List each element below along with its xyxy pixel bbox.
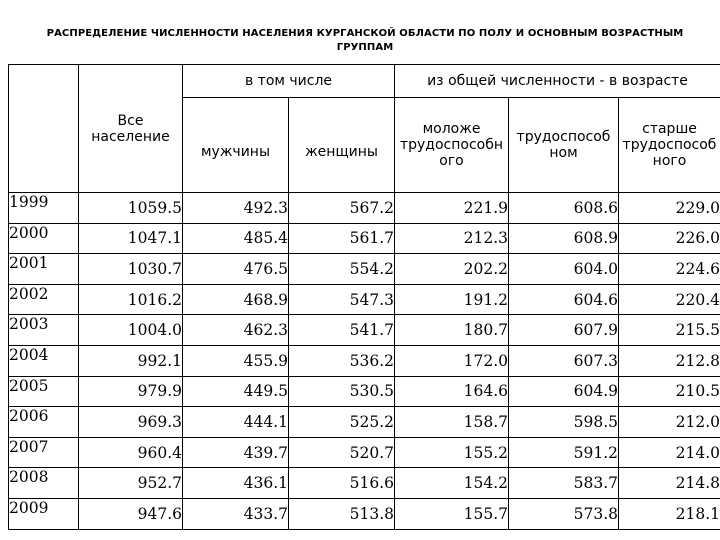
header-old: старше трудоспособ ного	[619, 98, 720, 193]
working-cell: 604.0	[509, 254, 619, 285]
female-cell: 513.8	[289, 498, 395, 529]
working-cell: 598.5	[509, 407, 619, 438]
male-cell: 462.3	[183, 315, 289, 346]
male-cell: 468.9	[183, 284, 289, 315]
document-title: РАСПРЕДЕЛЕНИЕ ЧИСЛЕННОСТИ НАСЕЛЕНИЯ КУРГАНСКОЙ ОБЛАСТИ ПО ПОЛУ И ОСНОВНЫМ ВОЗРАСТНЫМ ГРУППАМ	[46, 28, 684, 53]
female-cell: 530.5	[289, 376, 395, 407]
table-row	[9, 498, 720, 529]
female-cell: 567.2	[289, 193, 395, 224]
header-working: трудоспособ ном	[509, 98, 619, 193]
young-cell: 164.6	[395, 376, 509, 407]
old-cell: 224.6	[619, 254, 720, 285]
year-cell: 2002	[9, 284, 79, 315]
working-cell: 607.3	[509, 345, 619, 376]
year-cell: 2004	[9, 345, 79, 376]
young-cell: 212.3	[395, 223, 509, 254]
total-cell: 979.9	[79, 376, 183, 407]
total-cell: 947.6	[79, 498, 183, 529]
old-cell: 220.4	[619, 284, 720, 315]
old-cell: 210.5	[619, 376, 720, 407]
population-table	[8, 64, 720, 530]
young-cell: 221.9	[395, 193, 509, 224]
working-cell: 607.9	[509, 315, 619, 346]
young-cell: 202.2	[395, 254, 509, 285]
table-row	[9, 468, 720, 499]
old-cell: 229.0	[619, 193, 720, 224]
table-row	[9, 223, 720, 254]
male-cell: 433.7	[183, 498, 289, 529]
male-cell: 476.5	[183, 254, 289, 285]
old-cell: 212.0	[619, 407, 720, 438]
working-cell: 604.6	[509, 284, 619, 315]
male-cell: 455.9	[183, 345, 289, 376]
table-row	[9, 345, 720, 376]
total-cell: 992.1	[79, 345, 183, 376]
total-cell: 952.7	[79, 468, 183, 499]
year-cell: 2003	[9, 315, 79, 346]
year-cell: 2001	[9, 254, 79, 285]
total-cell: 1004.0	[79, 315, 183, 346]
header-group-sex: в том числе	[183, 65, 395, 98]
female-cell: 525.2	[289, 407, 395, 438]
old-cell: 226.0	[619, 223, 720, 254]
old-cell: 214.8	[619, 468, 720, 499]
old-cell: 218.1	[619, 498, 720, 529]
year-cell: 2000	[9, 223, 79, 254]
header-female: женщины	[289, 98, 395, 193]
male-cell: 444.1	[183, 407, 289, 438]
header-young: моложе трудоспособн ого	[395, 98, 509, 193]
young-cell: 158.7	[395, 407, 509, 438]
header-year-cell	[9, 65, 79, 193]
table-row	[9, 254, 720, 285]
male-cell: 485.4	[183, 223, 289, 254]
year-cell: 2008	[9, 468, 79, 499]
table-body	[9, 193, 720, 530]
year-cell: 2005	[9, 376, 79, 407]
table-row	[9, 437, 720, 468]
working-cell: 608.9	[509, 223, 619, 254]
table-row	[9, 315, 720, 346]
working-cell: 608.6	[509, 193, 619, 224]
male-cell: 436.1	[183, 468, 289, 499]
header-row-top	[9, 65, 720, 98]
female-cell: 536.2	[289, 345, 395, 376]
year-cell: 1999	[9, 193, 79, 224]
male-cell: 492.3	[183, 193, 289, 224]
old-cell: 214.0	[619, 437, 720, 468]
young-cell: 172.0	[395, 345, 509, 376]
total-cell: 1016.2	[79, 284, 183, 315]
total-cell: 969.3	[79, 407, 183, 438]
header-group-age: из общей численности - в возрасте	[395, 65, 720, 98]
female-cell: 554.2	[289, 254, 395, 285]
young-cell: 155.2	[395, 437, 509, 468]
working-cell: 591.2	[509, 437, 619, 468]
year-cell: 2009	[9, 498, 79, 529]
table-row	[9, 284, 720, 315]
table-row	[9, 376, 720, 407]
young-cell: 180.7	[395, 315, 509, 346]
young-cell: 154.2	[395, 468, 509, 499]
table-row	[9, 193, 720, 224]
old-cell: 212.8	[619, 345, 720, 376]
male-cell: 439.7	[183, 437, 289, 468]
total-cell: 960.4	[79, 437, 183, 468]
young-cell: 155.7	[395, 498, 509, 529]
female-cell: 541.7	[289, 315, 395, 346]
header-total: Все население	[79, 65, 183, 193]
old-cell: 215.5	[619, 315, 720, 346]
working-cell: 573.8	[509, 498, 619, 529]
male-cell: 449.5	[183, 376, 289, 407]
header-male: мужчины	[183, 98, 289, 193]
total-cell: 1059.5	[79, 193, 183, 224]
table-row	[9, 407, 720, 438]
female-cell: 516.6	[289, 468, 395, 499]
year-cell: 2007	[9, 437, 79, 468]
female-cell: 547.3	[289, 284, 395, 315]
total-cell: 1030.7	[79, 254, 183, 285]
working-cell: 583.7	[509, 468, 619, 499]
working-cell: 604.9	[509, 376, 619, 407]
young-cell: 191.2	[395, 284, 509, 315]
year-cell: 2006	[9, 407, 79, 438]
total-cell: 1047.1	[79, 223, 183, 254]
female-cell: 561.7	[289, 223, 395, 254]
female-cell: 520.7	[289, 437, 395, 468]
